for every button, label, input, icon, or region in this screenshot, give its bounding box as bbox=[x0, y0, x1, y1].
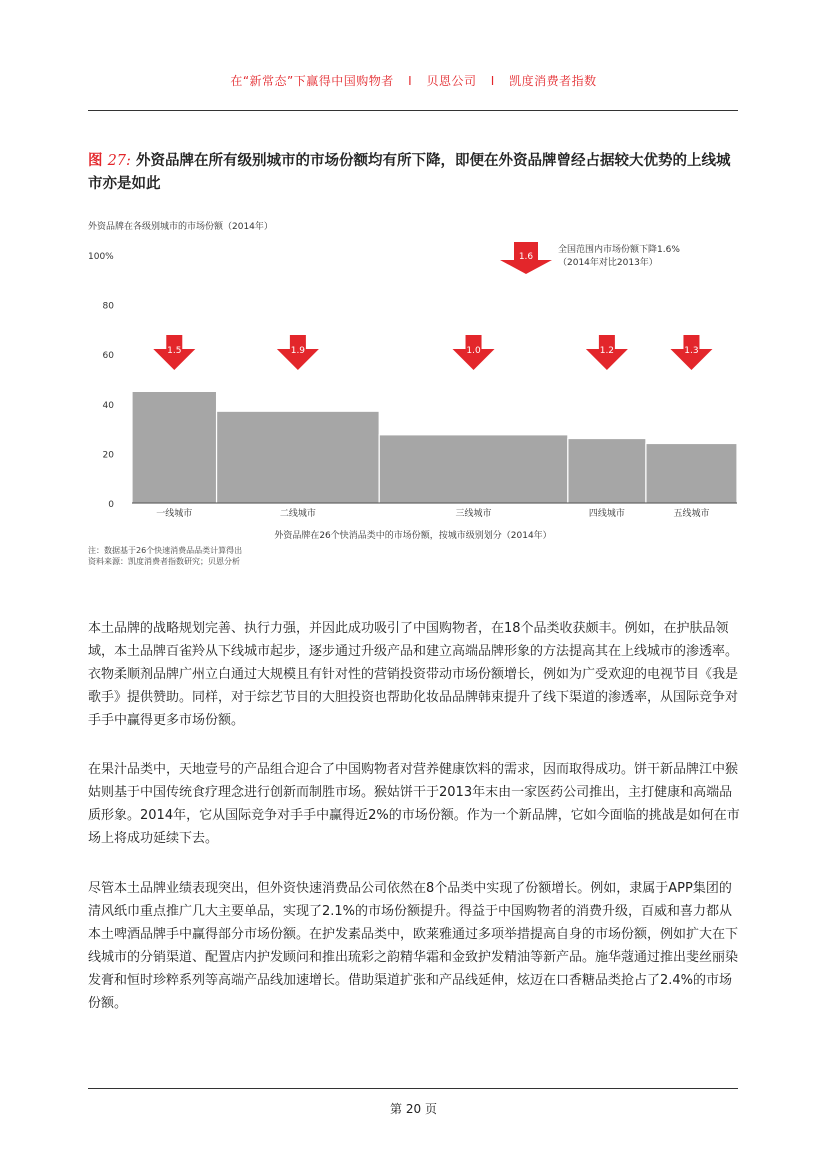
chart-subtitle: 外资品牌在各级别城市的市场份额（2014年） bbox=[88, 222, 273, 232]
x-tick-label: 四线城市 bbox=[588, 509, 625, 519]
chart-notes bbox=[88, 545, 242, 567]
source-line: 资料来源：凯度消费者指数研究；贝恩分析 bbox=[88, 557, 240, 566]
x-tick-label: 二线城市 bbox=[279, 509, 316, 519]
national-decline-period: （2014年对比2013年） bbox=[558, 258, 658, 268]
note-line: 注：数据基于26个快速消费品品类计算得出 bbox=[88, 546, 243, 555]
bar bbox=[217, 411, 380, 503]
decline-label: 1.0 bbox=[466, 346, 481, 356]
decline-label: 1.5 bbox=[167, 346, 182, 356]
figure-label: 图 bbox=[88, 153, 103, 169]
header-rule bbox=[88, 110, 738, 111]
national-decline-label: 全国范围内市场份额下降1.6% bbox=[558, 245, 680, 255]
x-axis-label: 外资品牌在26个快消品类中的市场份额，按城市级别划分（2014年） bbox=[274, 531, 552, 541]
y-tick-label: 0 bbox=[108, 500, 114, 510]
page-number: 第 20 页 bbox=[390, 1102, 437, 1116]
bar bbox=[379, 435, 568, 503]
bar bbox=[568, 439, 646, 503]
header-partner: 凯度消费者指数 bbox=[509, 74, 597, 88]
paragraph: 尽管本土品牌业绩表现突出，但外资快速消费品公司依然在8个品类中实现了份额增长。例如，隶属于APP集团的清风纸巾重点推广几大主要单品，实现了2.1%的市场份额提升。得益于中国购物者的消费升级，百威和喜力都从本土啤酒品牌手中赢得部分市场份额。在护发素品类中，欧莱雅通过多项举措提高自身的市场份额，例如扩大在下线城市的分销渠道、配置店内护发顾问和推出琉彩之韵精华霜和金致护发精油等新产品。施华蔻通过推出斐丝丽染发膏和恒时珍粹系列等高端产品线加速增长。借助渠道扩张和产品线延伸，炫迈在口香糖品类抢占了2.4%的市场份额。 bbox=[88, 881, 739, 1011]
footer-rule bbox=[88, 1088, 738, 1089]
decline-label: 1.9 bbox=[290, 346, 306, 356]
paragraph: 在果汁品类中，天地壹号的产品组合迎合了中国购物者对营养健康饮料的需求，因而取得成功。饼干新品牌江中猴姑则基于中国传统食疗理念进行创新而制胜市场。猴姑饼干于2013年末由一家医药公司推出，主打健康和高端品质形象。2014年，它从国际竞争对手手中赢得近2%的市场份额。作为一个新品牌，它如今面临的挑战是如何在市场上将成功延续下去。 bbox=[88, 762, 740, 846]
header-report-title: 在“新常态”下赢得中国购物者 bbox=[230, 74, 394, 88]
x-tick-label: 一线城市 bbox=[156, 509, 193, 519]
bar bbox=[646, 443, 737, 503]
paragraph: 本土品牌的战略规划完善、执行力强，并因此成功吸引了中国购物者，在18个品类收获颇丰。例如，在护肤品领域，本土品牌百雀羚从下线城市起步，逐步通过升级产品和建立高端品牌形象的方法提高其在上线城市的渗透率。衣物柔顺剂品牌广州立白通过大规模且有针对性的营销投资带动市场份额增长，例如为广受欢迎的电视节目《我是歌手》提供赞助。同样，对于综艺节目的大胆投资也帮助化妆品品牌韩束提升了线下渠道的渗透率，从国际竞争对手手中赢得更多市场份额。 bbox=[88, 621, 739, 728]
national-decline-value: 1.6 bbox=[518, 252, 534, 262]
x-tick-label: 五线城市 bbox=[673, 509, 710, 519]
figure-title-text: 外资品牌在所有级别城市的市场份额均有所下降，即便在外资品牌曾经占据较大优势的上线城市亦是如此 bbox=[88, 153, 731, 192]
figure-title bbox=[88, 150, 738, 196]
header-separator: I bbox=[490, 74, 495, 88]
y-tick-label: 100% bbox=[88, 252, 114, 262]
market-share-chart bbox=[88, 240, 748, 550]
page-header bbox=[0, 72, 827, 89]
y-tick-label: 20 bbox=[102, 450, 114, 461]
header-separator: I bbox=[408, 74, 413, 88]
header-company: 贝恩公司 bbox=[426, 74, 477, 88]
bar bbox=[132, 391, 217, 503]
x-tick-label: 三线城市 bbox=[455, 509, 492, 519]
y-tick-label: 60 bbox=[102, 351, 114, 362]
decline-label: 1.2 bbox=[599, 346, 615, 356]
decline-label: 1.3 bbox=[684, 346, 699, 356]
y-tick-label: 40 bbox=[102, 400, 114, 411]
figure-number: 27: bbox=[107, 153, 131, 169]
y-tick-label: 80 bbox=[102, 301, 114, 312]
